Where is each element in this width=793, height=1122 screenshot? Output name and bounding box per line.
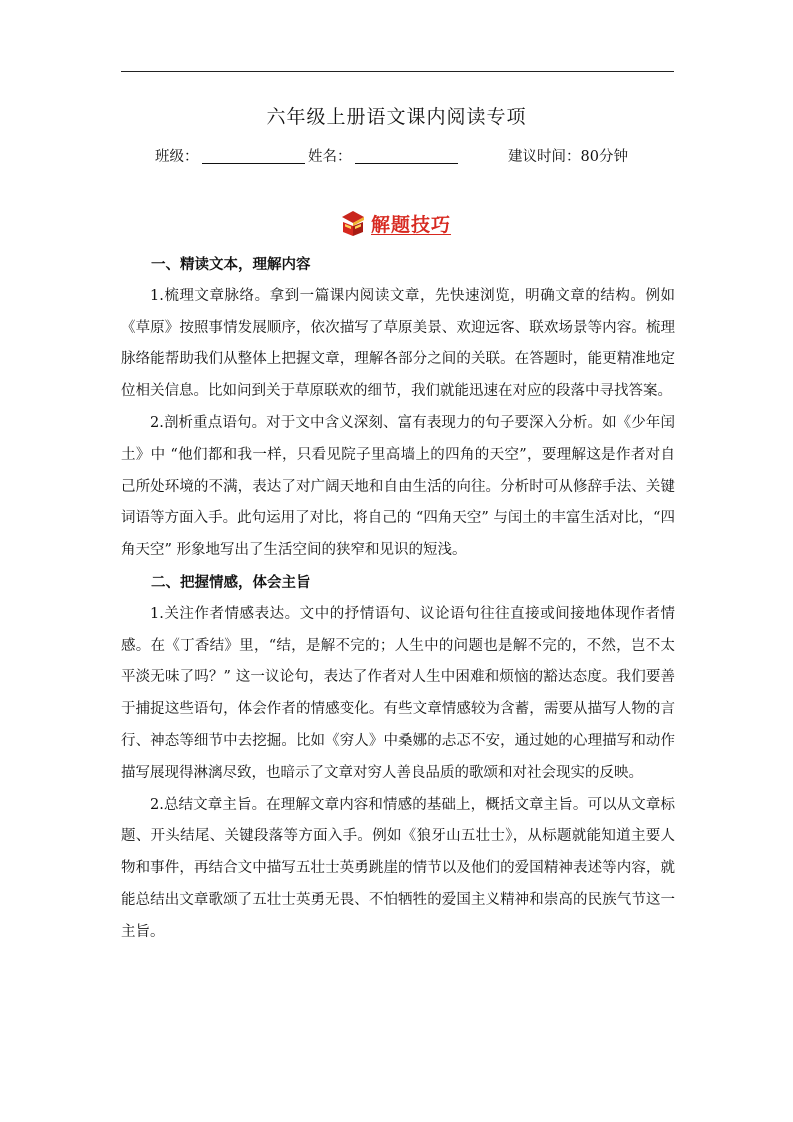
tips-heading xyxy=(340,207,451,239)
class-blank-field xyxy=(202,163,305,164)
section-heading: 一、精读文本，理解内容 xyxy=(151,256,311,273)
name-label: 姓名： xyxy=(308,149,352,165)
class-label: 班级： xyxy=(155,149,199,165)
paragraph: 1.梳理文章脉络。拿到一篇课内阅读文章，先快速浏览，明确文章的结构。例如《草原》按照事情发展顺序，依次描写了草原美景、欢迎远客、联欢场景等内容。梳理脉络能帮助我们从整体上把握文章，理解各部分之间的关联。在答题时，能更精准地定位相关信息。比如问到关于草原联欢的细节，我们就能迅速在对应的段落中寻找答案。 xyxy=(121,287,675,400)
header-rule xyxy=(121,71,674,72)
paragraph: 1.关注作者情感表达。文中的抒情语句、议论语句往往直接或间接地体现作者情感。在《丁香结》里，“结，是解不完的；人生中的问题也是解不完的，不然，岂不太平淡无味了吗？” 这一议论句，表达了作者对人生中困难和烦恼的豁达态度。我们要善于捕捉这些语句，体会作者的情感变化。有些文章情感较为含蓄，需要从描写人物的言行、神态等细节中去挖掘。比如《穷人》中桑娜的忐忑不安，通过她的心理描写和动作描写展现得淋漓尽致，也暗示了文章对穷人善良品质的歌颂和对社会现实的反映。 xyxy=(121,605,675,781)
paragraph: 2.总结文章主旨。在理解文章内容和情感的基础上，概括文章主旨。可以从文章标题、开头结尾、关键段落等方面入手。例如《狼牙山五壮士》，从标题就能知道主要人物和事件，再结合文中描写五壮士英勇跳崖的情节以及他们的爱国精神表述等内容，就能总结出文章歌颂了五壮士英勇无畏、不怕牺牲的爱国主义精神和崇高的民族气节这一主旨。 xyxy=(121,796,675,940)
tips-title: 解题技巧 xyxy=(371,213,452,236)
section-heading: 二、把握情感，体会主旨 xyxy=(151,573,311,591)
book-stack-icon xyxy=(340,208,366,238)
document-body xyxy=(121,249,675,949)
paragraph: 2.剖析重点语句。对于文中含义深刻、富有表现力的句子要深入分析。如《少年闰土》中 “他们都和我一样，只看见院子里高墙上的四角的天空”，要理解这是作者对自己所处环境的不满，表达了对广阔天地和自由生活的向往。分析时可从修辞手法、关键词语等方面入手。此句运用了对比，将自己的 “四角天空” 与闰土的丰富生活对比，“四角天空” 形象地写出了生活空间的狭窄和见识的短浅。 xyxy=(121,414,675,559)
name-blank-field xyxy=(355,163,458,164)
suggested-time: 建议时间：80分钟 xyxy=(508,149,628,165)
student-info-row xyxy=(155,146,673,168)
document-title: 六年级上册语文课内阅读专项 xyxy=(266,106,527,128)
